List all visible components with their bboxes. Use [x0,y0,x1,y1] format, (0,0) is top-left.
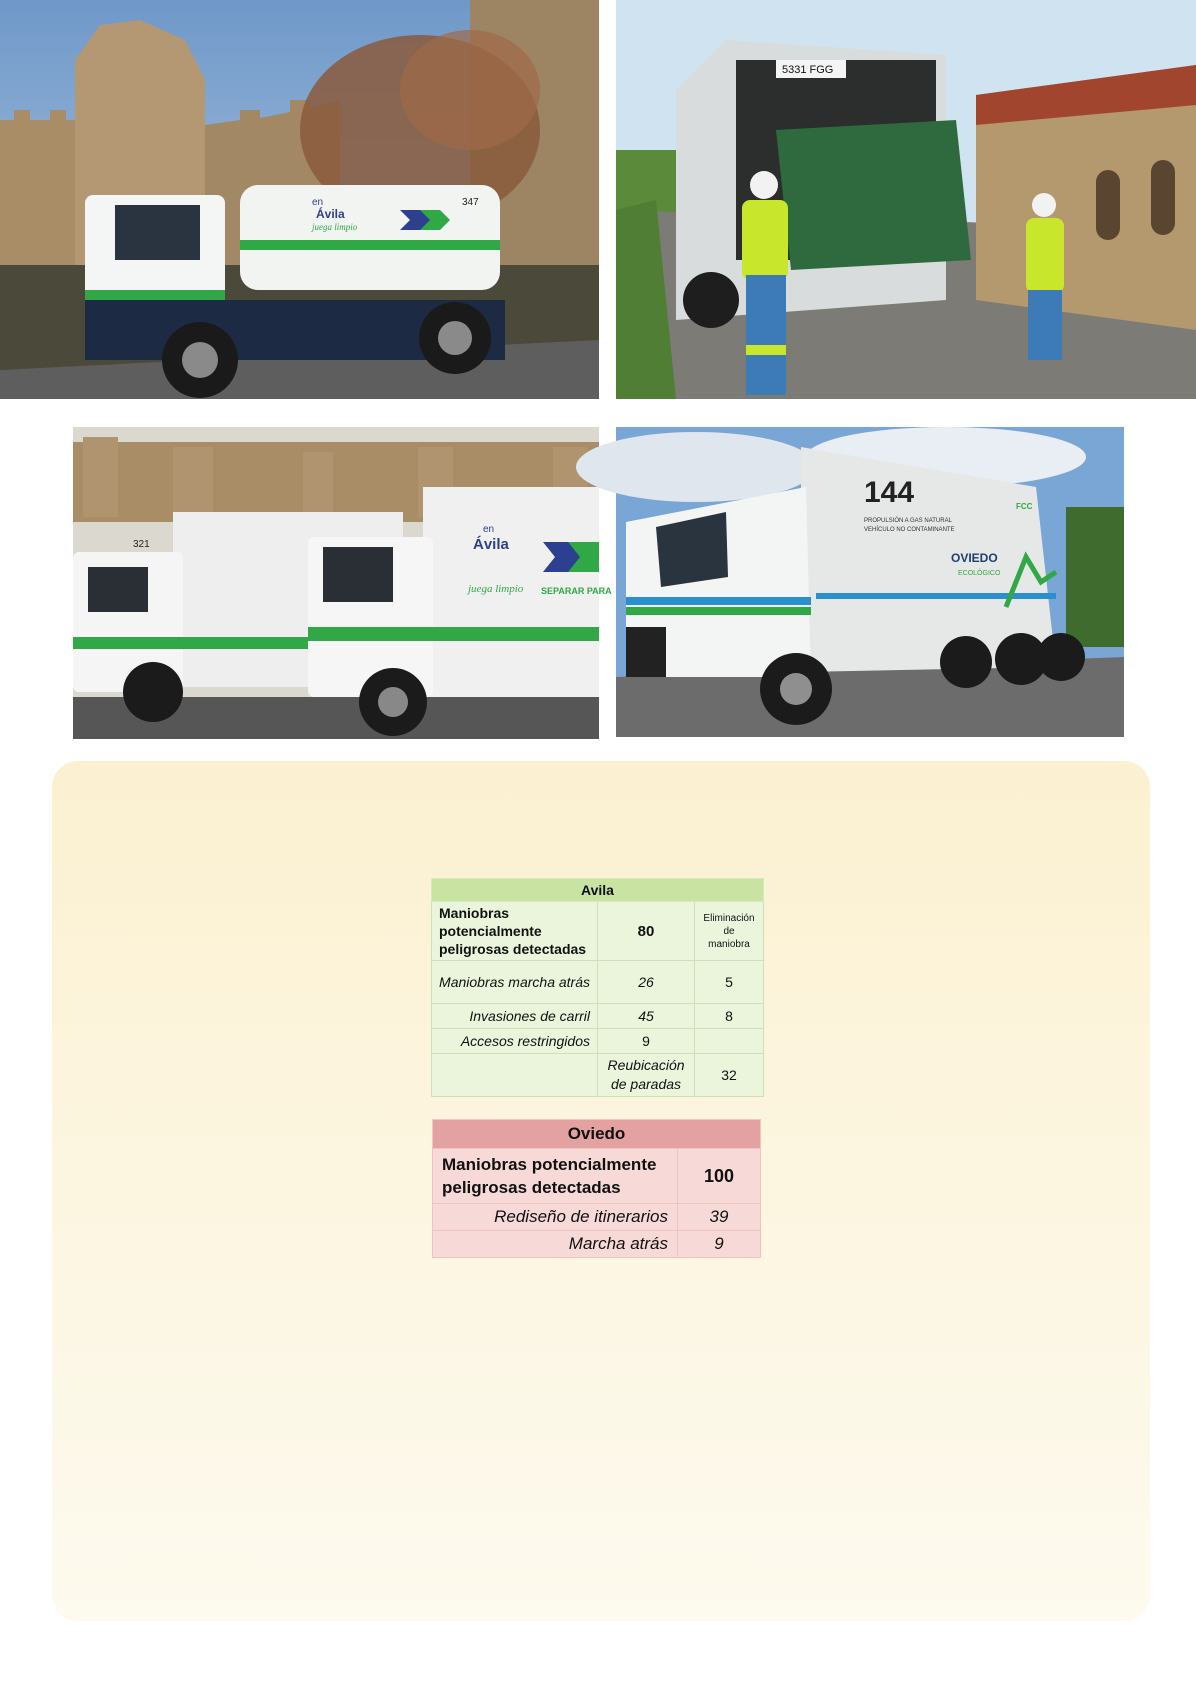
avila-row-value: 26 [598,961,695,1004]
oviedo-fcc: FCC [1016,502,1033,511]
avila-row-value: 45 [598,1004,695,1029]
oviedo-truck-line2: VEHÍCULO NO CONTAMINANTE [864,527,955,533]
table-row [432,902,764,961]
table-row [432,961,764,1004]
oviedo-main-label: Maniobras potencialmente peligrosas detectadas [433,1149,678,1204]
truck-number-321: 321 [133,539,150,550]
oviedo-truck-number: 144 [864,476,915,509]
avila-reloc-value: 32 [695,1054,764,1097]
avila-row-label: Maniobras marcha atrás [432,961,598,1004]
sweeper-logo-name: Ávila [316,207,345,221]
sweeper-logo-en: en [312,197,324,208]
avila-row-elim: 5 [695,961,764,1004]
oviedo-main-value: 100 [678,1149,761,1204]
avila-elim-header: Eliminación de maniobra [695,902,764,961]
avila-table [431,878,764,1097]
avila-reloc-label: Reubicación de paradas [598,1054,695,1097]
photo-workers-container [616,0,1196,399]
sweeper-number: 347 [462,197,479,208]
avila-row-label: Accesos restringidos [432,1029,598,1054]
photo-avila-sweeper [0,0,599,399]
oviedo-brand2: ECOLÓGICO [958,570,1001,577]
oviedo-row-value: 9 [678,1231,761,1258]
oviedo-truck-line1: PROPULSIÓN A GAS NATURAL [864,518,952,524]
photo-avila-trucks [73,427,612,739]
table-row [433,1149,761,1204]
avila-row-label: Invasiones de carril [432,1004,598,1029]
avila-row-elim [695,1029,764,1054]
oviedo-row-label: Rediseño de itinerarios [433,1204,678,1231]
oviedo-row-value: 39 [678,1204,761,1231]
trucks-separar: SEPARAR PARA [541,586,612,596]
avila-table-title: Avila [432,879,764,902]
avila-row-value: 9 [598,1029,695,1054]
photo-oviedo-truck [616,427,1124,737]
avila-empty-cell [432,1054,598,1097]
avila-row-elim: 8 [695,1004,764,1029]
avila-main-value: 80 [598,902,695,961]
container-truck-plate: 5331 FGG [782,64,834,76]
trucks-logo-name: Ávila [473,536,509,553]
table-row [432,1029,764,1054]
oviedo-row-label: Marcha atrás [433,1231,678,1258]
oviedo-table-title: Oviedo [433,1120,761,1149]
trucks-logo-tag: juega limpio [468,583,524,595]
oviedo-brand: OVIEDO [951,551,998,565]
table-row [433,1204,761,1231]
table-row [432,1054,764,1097]
trucks-logo-en: en [483,524,495,535]
sweeper-logo-tag: juega limpio [312,222,358,232]
table-row [433,1231,761,1258]
oviedo-table [432,1119,761,1258]
avila-main-label: Maniobras potencialmente peligrosas detectadas [432,902,598,961]
table-row [432,1004,764,1029]
